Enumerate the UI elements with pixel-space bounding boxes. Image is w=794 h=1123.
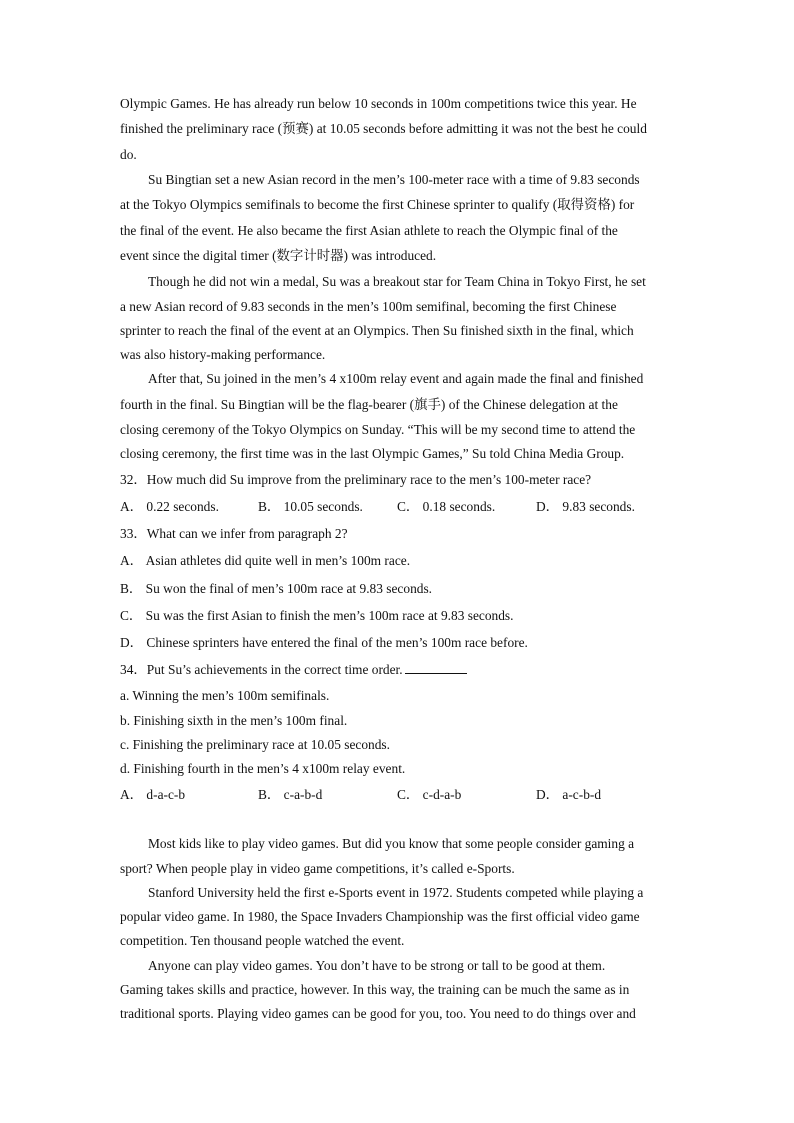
question-34-text: 34．Put Su’s achievements in the correct time order. <box>120 662 403 677</box>
passage2-line: popular video game. In 1980, the Space Invaders Championship was the first official video game <box>120 909 640 924</box>
passage1-line: Su Bingtian set a new Asian record in the men’s 100-meter race with a time of 9.83 seconds <box>148 172 640 187</box>
q32-option-a[interactable]: A． 0.22 seconds. <box>120 499 219 514</box>
passage1-line: closing ceremony, the first time was in the last Olympic Games,” Su told China Media Group. <box>120 446 625 461</box>
passage1-line: the final of the event. He also became the first Asian athlete to reach the Olympic final of the <box>120 223 618 238</box>
passage1-line: After that, Su joined in the men’s 4 x100m relay event and again made the final and finished <box>148 371 644 386</box>
q33-option-b[interactable]: B． Su won the final of men’s 100m race at 9.83 seconds. <box>120 581 433 596</box>
q32-option-d[interactable]: D． 9.83 seconds. <box>536 499 635 514</box>
passage2-line: Gaming takes skills and practice, however. In this way, the training can be much the same as in <box>120 982 630 997</box>
passage2-line: competition. Ten thousand people watched the event. <box>120 933 405 948</box>
q32-option-c[interactable]: C． 0.18 seconds. <box>397 499 496 514</box>
q34-option-a[interactable]: A． d-a-c-b <box>120 787 186 802</box>
passage1-line: was also history-making performance. <box>120 347 326 362</box>
answer-blank[interactable] <box>405 662 467 674</box>
q34-option-d[interactable]: D． a-c-b-d <box>536 787 602 802</box>
q34-item-b: b. Finishing sixth in the men’s 100m final. <box>120 713 348 728</box>
q34-option-b[interactable]: B． c-a-b-d <box>258 787 323 802</box>
q34-item-a: a. Winning the men’s 100m semifinals. <box>120 688 330 703</box>
passage1-line: Though he did not win a medal, Su was a breakout star for Team China in Tokyo First, he set <box>148 274 646 289</box>
q32-option-b[interactable]: B． 10.05 seconds. <box>258 499 363 514</box>
question-34-stem <box>120 662 467 678</box>
q33-option-d[interactable]: D． Chinese sprinters have entered the final of the men’s 100m race before. <box>120 635 528 650</box>
passage1-line: event since the digital timer (数字计时器) was introduced. <box>120 248 437 263</box>
question-33-stem: 33．What can we infer from paragraph 2? <box>120 526 348 541</box>
passage1-line: at the Tokyo Olympics semifinals to become the first Chinese sprinter to qualify (取得资格) for <box>120 197 635 212</box>
q33-option-a[interactable]: A． Asian athletes did quite well in men’s 100m race. <box>120 553 411 568</box>
passage2-line: Stanford University held the first e-Sports event in 1972. Students competed while playing a <box>148 885 644 900</box>
passage2-line: sport? When people play in video game competitions, it’s called e-Sports. <box>120 861 515 876</box>
passage2-line: traditional sports. Playing video games can be good for you, too. You need to do things over and <box>120 1006 636 1021</box>
passage1-line: a new Asian record of 9.83 seconds in the men’s 100m semifinal, becoming the first Chinese <box>120 299 617 314</box>
question-32-stem: 32．How much did Su improve from the preliminary race to the men’s 100-meter race? <box>120 472 592 487</box>
passage2-line: Most kids like to play video games. But did you know that some people consider gaming a <box>148 836 635 851</box>
passage1-line: sprinter to reach the final of the event at an Olympics. Then Su finished sixth in the final, which <box>120 323 634 338</box>
passage1-line: finished the preliminary race (预赛) at 10.05 seconds before admitting it was not the best he could <box>120 121 647 136</box>
passage1-line: Olympic Games. He has already run below 10 seconds in 100m competitions twice this year. He <box>120 96 637 111</box>
passage1-line: do. <box>120 147 137 162</box>
q34-item-c: c. Finishing the preliminary race at 10.05 seconds. <box>120 737 390 752</box>
passage2-line: Anyone can play video games. You don’t have to be strong or tall to be good at them. <box>148 958 606 973</box>
passage1-line: closing ceremony of the Tokyo Olympics on Sunday. “This will be my second time to attend the <box>120 422 636 437</box>
q34-item-d: d. Finishing fourth in the men’s 4 x100m relay event. <box>120 761 406 776</box>
passage1-line: fourth in the final. Su Bingtian will be the flag-bearer (旗手) of the Chinese delegation at the <box>120 397 618 412</box>
q34-option-c[interactable]: C． c-d-a-b <box>397 787 462 802</box>
q33-option-c[interactable]: C． Su was the first Asian to finish the men’s 100m race at 9.83 seconds. <box>120 608 514 623</box>
